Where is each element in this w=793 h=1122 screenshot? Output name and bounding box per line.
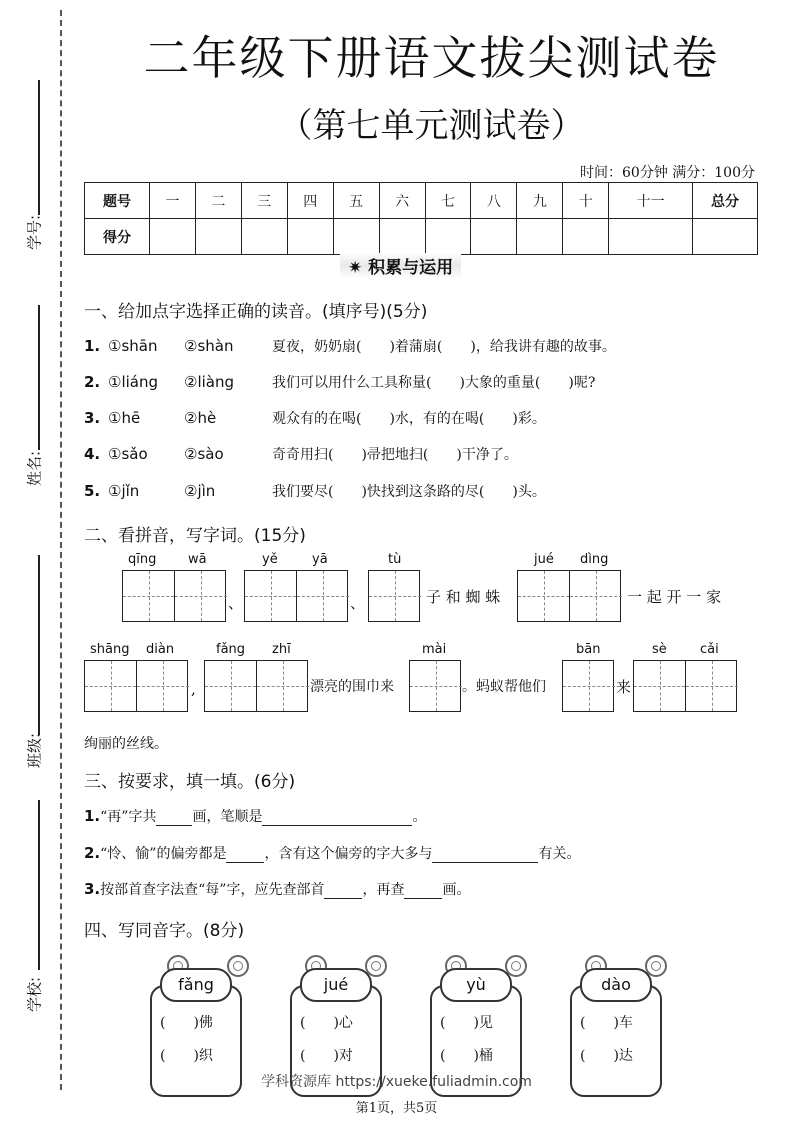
pinyin-label: yā [312,552,328,567]
question-text: ，再查 [362,882,405,898]
writing-grid[interactable] [244,570,348,622]
pinyin-label: yě [262,552,278,567]
answer-blank[interactable] [262,809,412,826]
card-blank-line[interactable]: ( )达 [580,1048,633,1064]
score-table [84,182,758,255]
option-b: ②liàng [184,373,235,391]
pinyin-label: cǎi [700,642,719,657]
option-a: ①hē [108,409,141,427]
score-header-cell: 二 [195,183,241,219]
card-blank-line[interactable]: ( )织 [160,1048,213,1064]
score-cell[interactable] [517,219,563,255]
sentence-text: 一 起 开 一 家 [627,588,722,606]
score-cell[interactable] [241,219,287,255]
score-cell[interactable] [425,219,471,255]
score-table-header-row [85,183,758,219]
banner-label: 积累与运用 [368,258,454,278]
question-number: 4. [84,445,101,463]
pinyin-label: bān [576,642,601,657]
star-icon: ✷ [348,258,363,278]
writing-grid[interactable] [562,660,614,712]
score-cell[interactable] [609,219,693,255]
option-a: ①shān [108,337,158,355]
score-row-label: 得分 [85,219,150,255]
score-header-cell: 八 [471,183,517,219]
sentence-text: 漂亮的围巾来 [310,679,394,695]
answer-blank[interactable] [156,809,192,826]
score-cell[interactable] [333,219,379,255]
score-header-cell: 九 [517,183,563,219]
question-text: ，含有这个偏旁的字大多与 [264,846,433,862]
score-header-cell: 十 [563,183,609,219]
score-cell[interactable] [563,219,609,255]
pinyin-label: fǎng [216,642,246,657]
pinyin-label: qīng [128,552,157,567]
page-number: 第1页，共5页 [355,1101,438,1116]
score-table-score-row [85,219,758,255]
card-blank-line[interactable]: ( )见 [440,1015,493,1031]
question-row [84,444,518,464]
fill-question [84,843,580,863]
option-b: ②sào [184,445,224,463]
option-a: ①sǎo [108,445,148,463]
score-header-cell: 总分 [693,183,758,219]
sentence-text: 来 [616,678,632,696]
question-number: 1. [84,337,101,355]
card-pinyin: fǎng [160,968,232,1002]
student-id-line[interactable] [38,80,40,215]
writing-grid[interactable] [409,660,461,712]
name-line[interactable] [38,305,40,450]
question-text: “再”字共 [100,809,157,825]
option-a: ①liáng [108,373,159,391]
card-blank-line[interactable]: ( )对 [300,1048,353,1064]
school-label: 学校: [25,976,44,1013]
card-pinyin: jué [300,968,372,1002]
question-number: 2. [84,844,101,862]
score-header-cell: 五 [333,183,379,219]
score-header-cell: 题号 [85,183,150,219]
binding-dashed-line [60,10,62,1090]
question-number: 5. [84,482,101,500]
question-text: 有关。 [538,846,581,862]
time-info: 时间：60分钟 满分：100分 [580,165,755,181]
card-blank-line[interactable]: ( )佛 [160,1015,213,1031]
question-text: 奇奇用扫( )帚把地扫( )干净了。 [272,447,518,463]
separator-text: 、 [350,594,366,612]
school-line[interactable] [38,800,40,970]
option-b: ②jìn [184,482,216,500]
answer-blank[interactable] [226,846,264,863]
question-text: 。 [412,809,427,825]
question-text: 按部首查字法查“每”字，应先查部首 [100,882,325,898]
question-text: 夏夜，奶奶扇( )着蒲扇( )，给我讲有趣的故事。 [272,339,616,355]
card-pinyin: yù [440,968,512,1002]
question-text: 画，笔顺是 [192,809,263,825]
question-number: 3. [84,880,101,898]
score-cell[interactable] [693,219,758,255]
option-a: ①jǐn [108,482,140,500]
answer-blank[interactable] [432,846,538,863]
question-row [84,408,546,428]
score-cell[interactable] [379,219,425,255]
question-text: 观众有的在喝( )水，有的在喝( )彩。 [272,411,546,427]
answer-blank[interactable] [324,882,362,899]
sentence-tail: 绚丽的丝线。 [84,736,168,752]
pinyin-label: mài [422,642,447,657]
question-text: 我们可以用什么工具称量( )大象的重量( )呢? [272,375,596,391]
answer-blank[interactable] [404,882,442,899]
sentence-text: 。蚂蚁帮他们 [462,679,546,695]
pinyin-label: zhī [272,642,291,657]
question-number: 3. [84,409,101,427]
question-number: 2. [84,373,101,391]
fill-question [84,879,470,899]
score-header-cell: 七 [425,183,471,219]
writing-grid[interactable] [633,660,737,712]
question-number: 1. [84,807,101,825]
pinyin-label: diàn [146,642,175,657]
score-header-cell: 四 [287,183,333,219]
score-header-cell: 六 [379,183,425,219]
option-b: ②shàn [184,337,234,355]
separator-text: 、 [228,594,244,612]
fill-question [84,806,426,826]
section1-title: 一、给加点字选择正确的读音。(填序号)(5分) [84,302,428,322]
writing-grid[interactable] [204,660,308,712]
pinyin-label: jué [534,552,554,567]
score-header-cell: 一 [150,183,196,219]
pinyin-label: wā [188,552,207,567]
question-row [84,481,546,501]
class-line[interactable] [38,555,40,735]
score-cell[interactable] [150,219,196,255]
option-b: ②hè [184,409,217,427]
section3-title: 三、按要求，填一填。(6分) [84,772,296,792]
writing-grid[interactable] [368,570,420,622]
score-header-cell: 三 [241,183,287,219]
score-header-cell: 十一 [609,183,693,219]
separator-text: , [191,680,196,698]
class-label: 班级: [25,732,44,769]
name-label: 姓名: [25,450,44,487]
score-cell[interactable] [195,219,241,255]
pinyin-label: tù [388,552,402,567]
question-text: 我们要尽( )快找到这条路的尽( )头。 [272,484,546,500]
pinyin-label: shāng [90,642,130,657]
score-cell[interactable] [287,219,333,255]
bear-ear-icon [227,955,249,977]
pinyin-label: dìng [580,552,609,567]
question-row [84,336,616,356]
sentence-text: 子 和 蜘 蛛 [426,588,501,606]
question-row [84,372,595,392]
card-pinyin: dào [580,968,652,1002]
question-text: 画。 [442,882,471,898]
page-title: 二年级下册语文拔尖测试卷 [143,31,720,85]
writing-grid[interactable] [84,660,188,712]
section2-title: 二、看拼音，写字词。(15分) [84,526,306,546]
section4-title: 四、写同音字。(8分) [84,921,245,941]
page-subtitle: （第七单元测试卷） [278,106,585,146]
card-blank-line[interactable]: ( )心 [300,1015,353,1031]
student-id-label: 学号: [25,214,44,251]
pinyin-label: sè [652,642,667,657]
question-text: “怜、愉”的偏旁都是 [100,846,227,862]
card-blank-line[interactable]: ( )桶 [440,1048,493,1064]
card-blank-line[interactable]: ( )车 [580,1015,633,1031]
watermark-text: 学科资源库 https://xueke.fuliadmin.com [261,1074,532,1090]
writing-grid[interactable] [517,570,621,622]
writing-grid[interactable] [122,570,226,622]
score-cell[interactable] [471,219,517,255]
section-banner [340,253,461,278]
